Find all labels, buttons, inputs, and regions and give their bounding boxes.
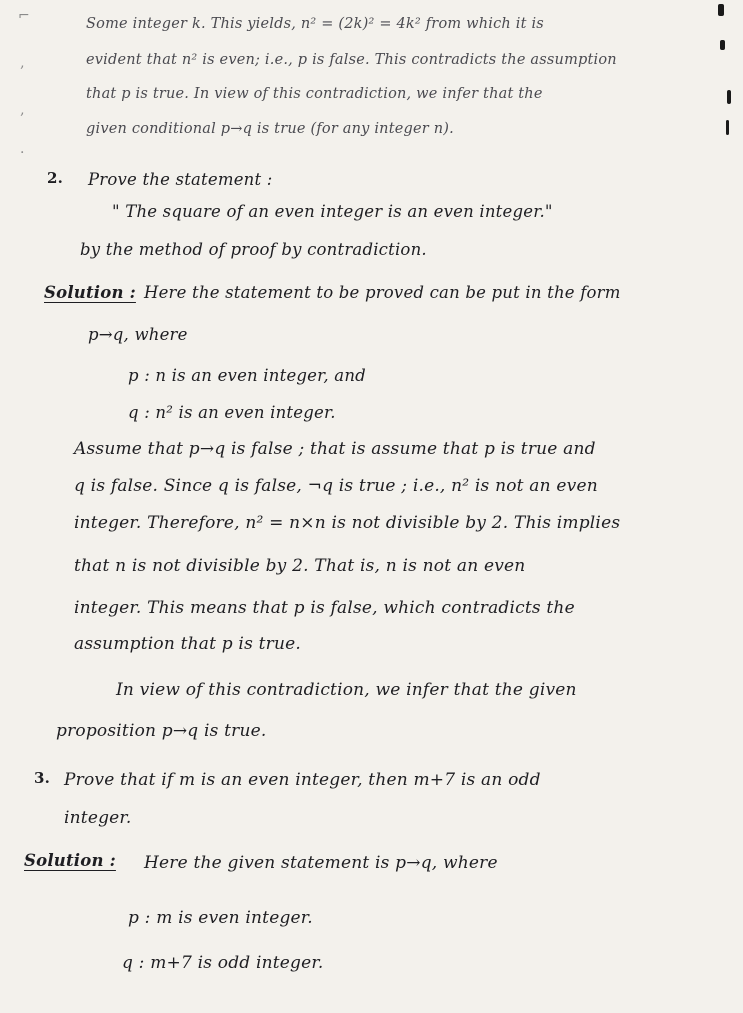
text-line: " The square of an even integer is an even integer." [112, 202, 553, 221]
text-line: q : n² is an even integer. [128, 403, 336, 422]
text-line: evident that n² is even; i.e., p is false. This contradicts the assumption [86, 52, 617, 68]
text-line: Assume that p→q is false ; that is assume that p is true and [74, 439, 596, 459]
question-number: 2. [47, 169, 64, 187]
text-line: that n is not divisible by 2. That is, n is not an even [74, 556, 526, 576]
edge-mark [727, 90, 731, 104]
text-line: assumption that p is true. [74, 634, 301, 654]
text-line: Some integer k. This yields, n² = (2k)² = 4k² from which it is [86, 16, 544, 32]
margin-mark: ‚ [20, 55, 25, 71]
text-line: integer. Therefore, n² = n×n is not divisible by 2. This implies [74, 513, 621, 533]
text-line: integer. [64, 808, 132, 828]
text-line: p : m is even integer. [128, 908, 313, 928]
text-line: by the method of proof by contradiction. [80, 240, 427, 259]
text-line: p→q, where [88, 325, 188, 344]
text-line: proposition p→q is true. [56, 721, 267, 741]
edge-mark [720, 40, 725, 50]
text-line: q is false. Since q is false, ¬q is true ; i.e., n² is not an even [74, 476, 598, 496]
text-line: Here the statement to be proved can be put in the form [144, 283, 621, 302]
solution-label: Solution : [44, 283, 136, 302]
margin-mark: ⌐ [18, 8, 30, 24]
margin-mark: ‚ [20, 102, 25, 118]
question-text: Prove the statement : [88, 170, 273, 189]
question-number: 3. [34, 769, 51, 787]
question-text: Prove that if m is an even integer, then m+7 is an odd [64, 770, 541, 790]
text-line: given conditional p→q is true (for any integer n). [86, 121, 454, 137]
margin-mark: · [20, 145, 25, 161]
text-line: that p is true. In view of this contradiction, we infer that the [86, 86, 543, 102]
text-line: integer. This means that p is false, which contradicts the [74, 598, 575, 618]
solution-label: Solution : [24, 851, 116, 870]
text-line: p : n is an even integer, and [128, 366, 366, 385]
edge-mark [726, 120, 729, 135]
text-line: q : m+7 is odd integer. [122, 953, 324, 973]
text-line: In view of this contradiction, we infer that the given [116, 680, 577, 700]
edge-mark [718, 4, 724, 16]
text-line: Here the given statement is p→q, where [144, 853, 498, 873]
